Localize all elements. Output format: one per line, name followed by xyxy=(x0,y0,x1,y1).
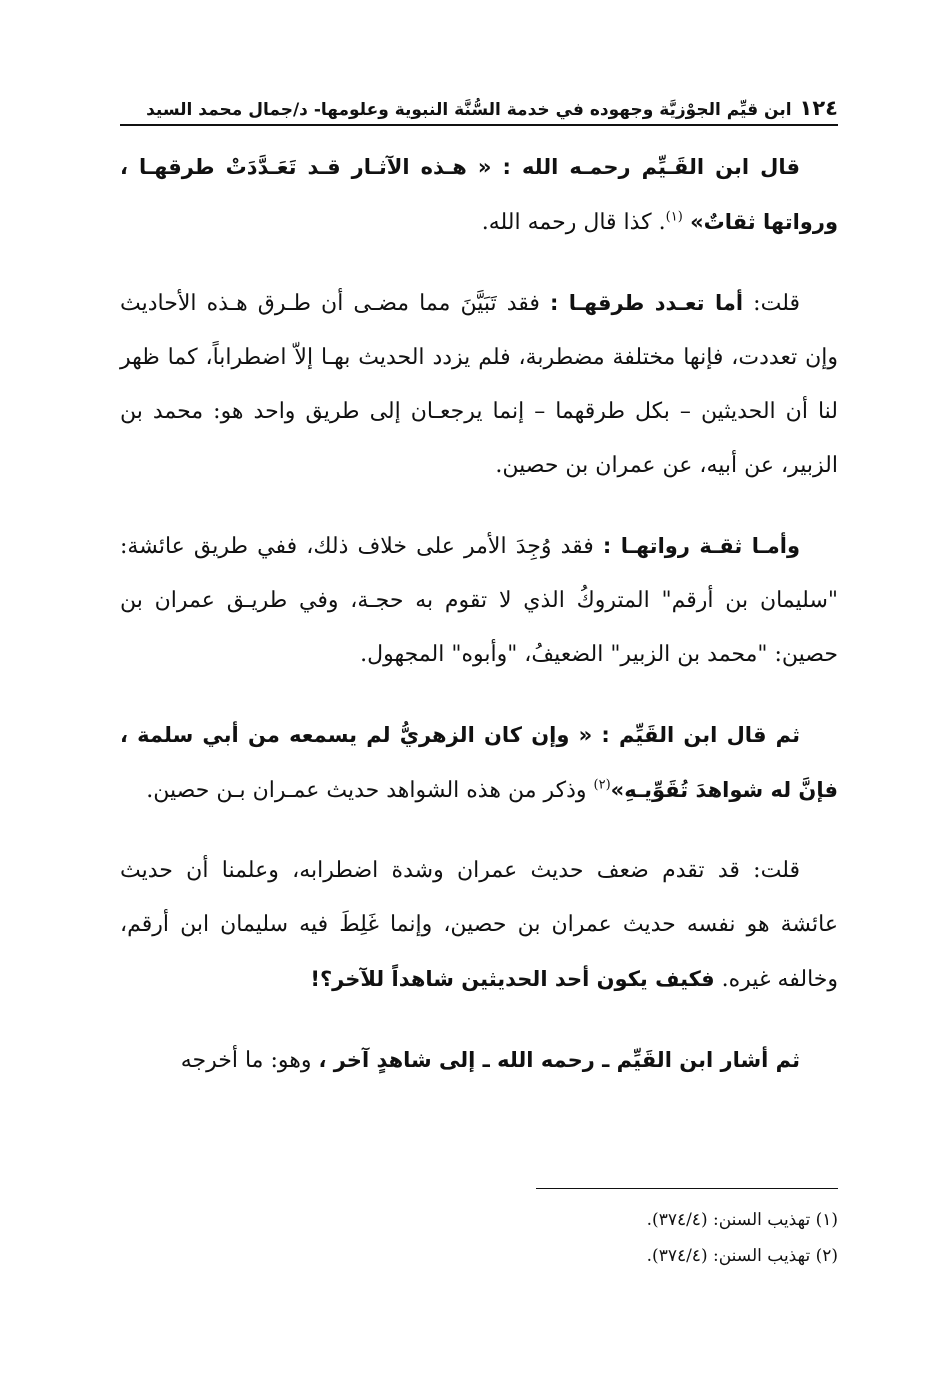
paragraph-5 xyxy=(120,844,838,1007)
paragraph-5-bold: فكيف يكون أحد الحديثين شاهداً للآخر؟! xyxy=(310,967,715,991)
footnote-ref-1: (١) xyxy=(665,209,683,225)
page-number: ١٢٤ xyxy=(799,96,838,120)
footnote-ref-2: (٢) xyxy=(593,777,611,793)
paragraph-6 xyxy=(120,1033,838,1088)
footnotes xyxy=(120,1202,838,1274)
body-text xyxy=(120,140,838,1114)
paragraph-2 xyxy=(120,276,838,493)
paragraph-4-bold: ثم قال ابن القَيِّم : « وإن كان الزهريُّ لم يسمعه من أبي سلمة ، فإنَّ له شواهدَ تُقَوِّيـهِ» xyxy=(120,723,838,802)
paragraph-6-bold: ثم أشار ابن القَيِّم ـ رحمه الله ـ إلى شاهدٍ آخر ، xyxy=(318,1048,800,1072)
footnote-2: (٢) تهذيب السنن: (٣٧٤/٤). xyxy=(646,1246,838,1266)
paragraph-1-quote: قال ابن القَـيِّم رحمـه الله : « هـذه الآثـار قـد تَعَـدَّدَتْ طرقهـا ، ورواتها ثقاتٌ» xyxy=(120,155,838,234)
paragraph-6-text: وهو: ما أخرجه xyxy=(180,1048,319,1073)
footnote-1: (١) تهذيب السنن: (٣٧٤/٤). xyxy=(646,1210,838,1230)
paragraph-2-bold: أما تعـدد طرقهـا : xyxy=(550,291,744,315)
paragraph-2-lead: قلت: xyxy=(743,291,800,316)
paragraph-3 xyxy=(120,519,838,682)
paragraph-4 xyxy=(120,708,838,818)
paragraph-1-tail: . كذا قال رحمه الله. xyxy=(481,210,666,235)
running-header xyxy=(120,92,838,126)
paragraph-3-bold: وأمـا ثقـة رواتهـا : xyxy=(602,534,801,558)
paragraph-3-text: فقد وُجِدَ الأمر على خلاف ذلك، ففي طريق عائشة: "سليمان بن أرقم" المتروكُ الذي لا تقوم به حجـة، وفي طريـق عمران بن حصين: "محمد بن الزبير" الضعيفُ، "وأبوه" المجهول. xyxy=(120,534,838,667)
header-title: ابن قيِّم الجوْزيَّة وجهوده في خدمة السُّنَّة النبوية وعلومها- د/جمال محمد السيد xyxy=(146,100,792,120)
footnote-divider xyxy=(536,1188,838,1189)
paragraph-2-text: فقد تَبَيَّنَ مما مضـى أن طـرق هـذه الأحاديث وإن تعددت، فإنها مختلفة مضطربة، فلم يزدد الحديث بهـا إلاّ اضطراباً، كما ظهر لنا أن الحديثين – بكل طرقهما – إنما يرجعـان إلى طريق واحد هو: محمد بن الزبير، عن أبيه، عن عمران بن حصين. xyxy=(120,291,838,478)
paragraph-5-text: قلت: قد تقدم ضعف حديث عمران وشدة اضطرابه، وعلمنا أن حديث عائشة هو نفسه حديث عمران بن حصين، وإنما غَلِطَ فيه سليمان ابن أرقم، وخالفه غيره. xyxy=(120,858,838,992)
paragraph-1 xyxy=(120,140,838,250)
paragraph-4-text: وذكر من هذه الشواهد حديث عمـران بـن حصين. xyxy=(146,778,594,803)
